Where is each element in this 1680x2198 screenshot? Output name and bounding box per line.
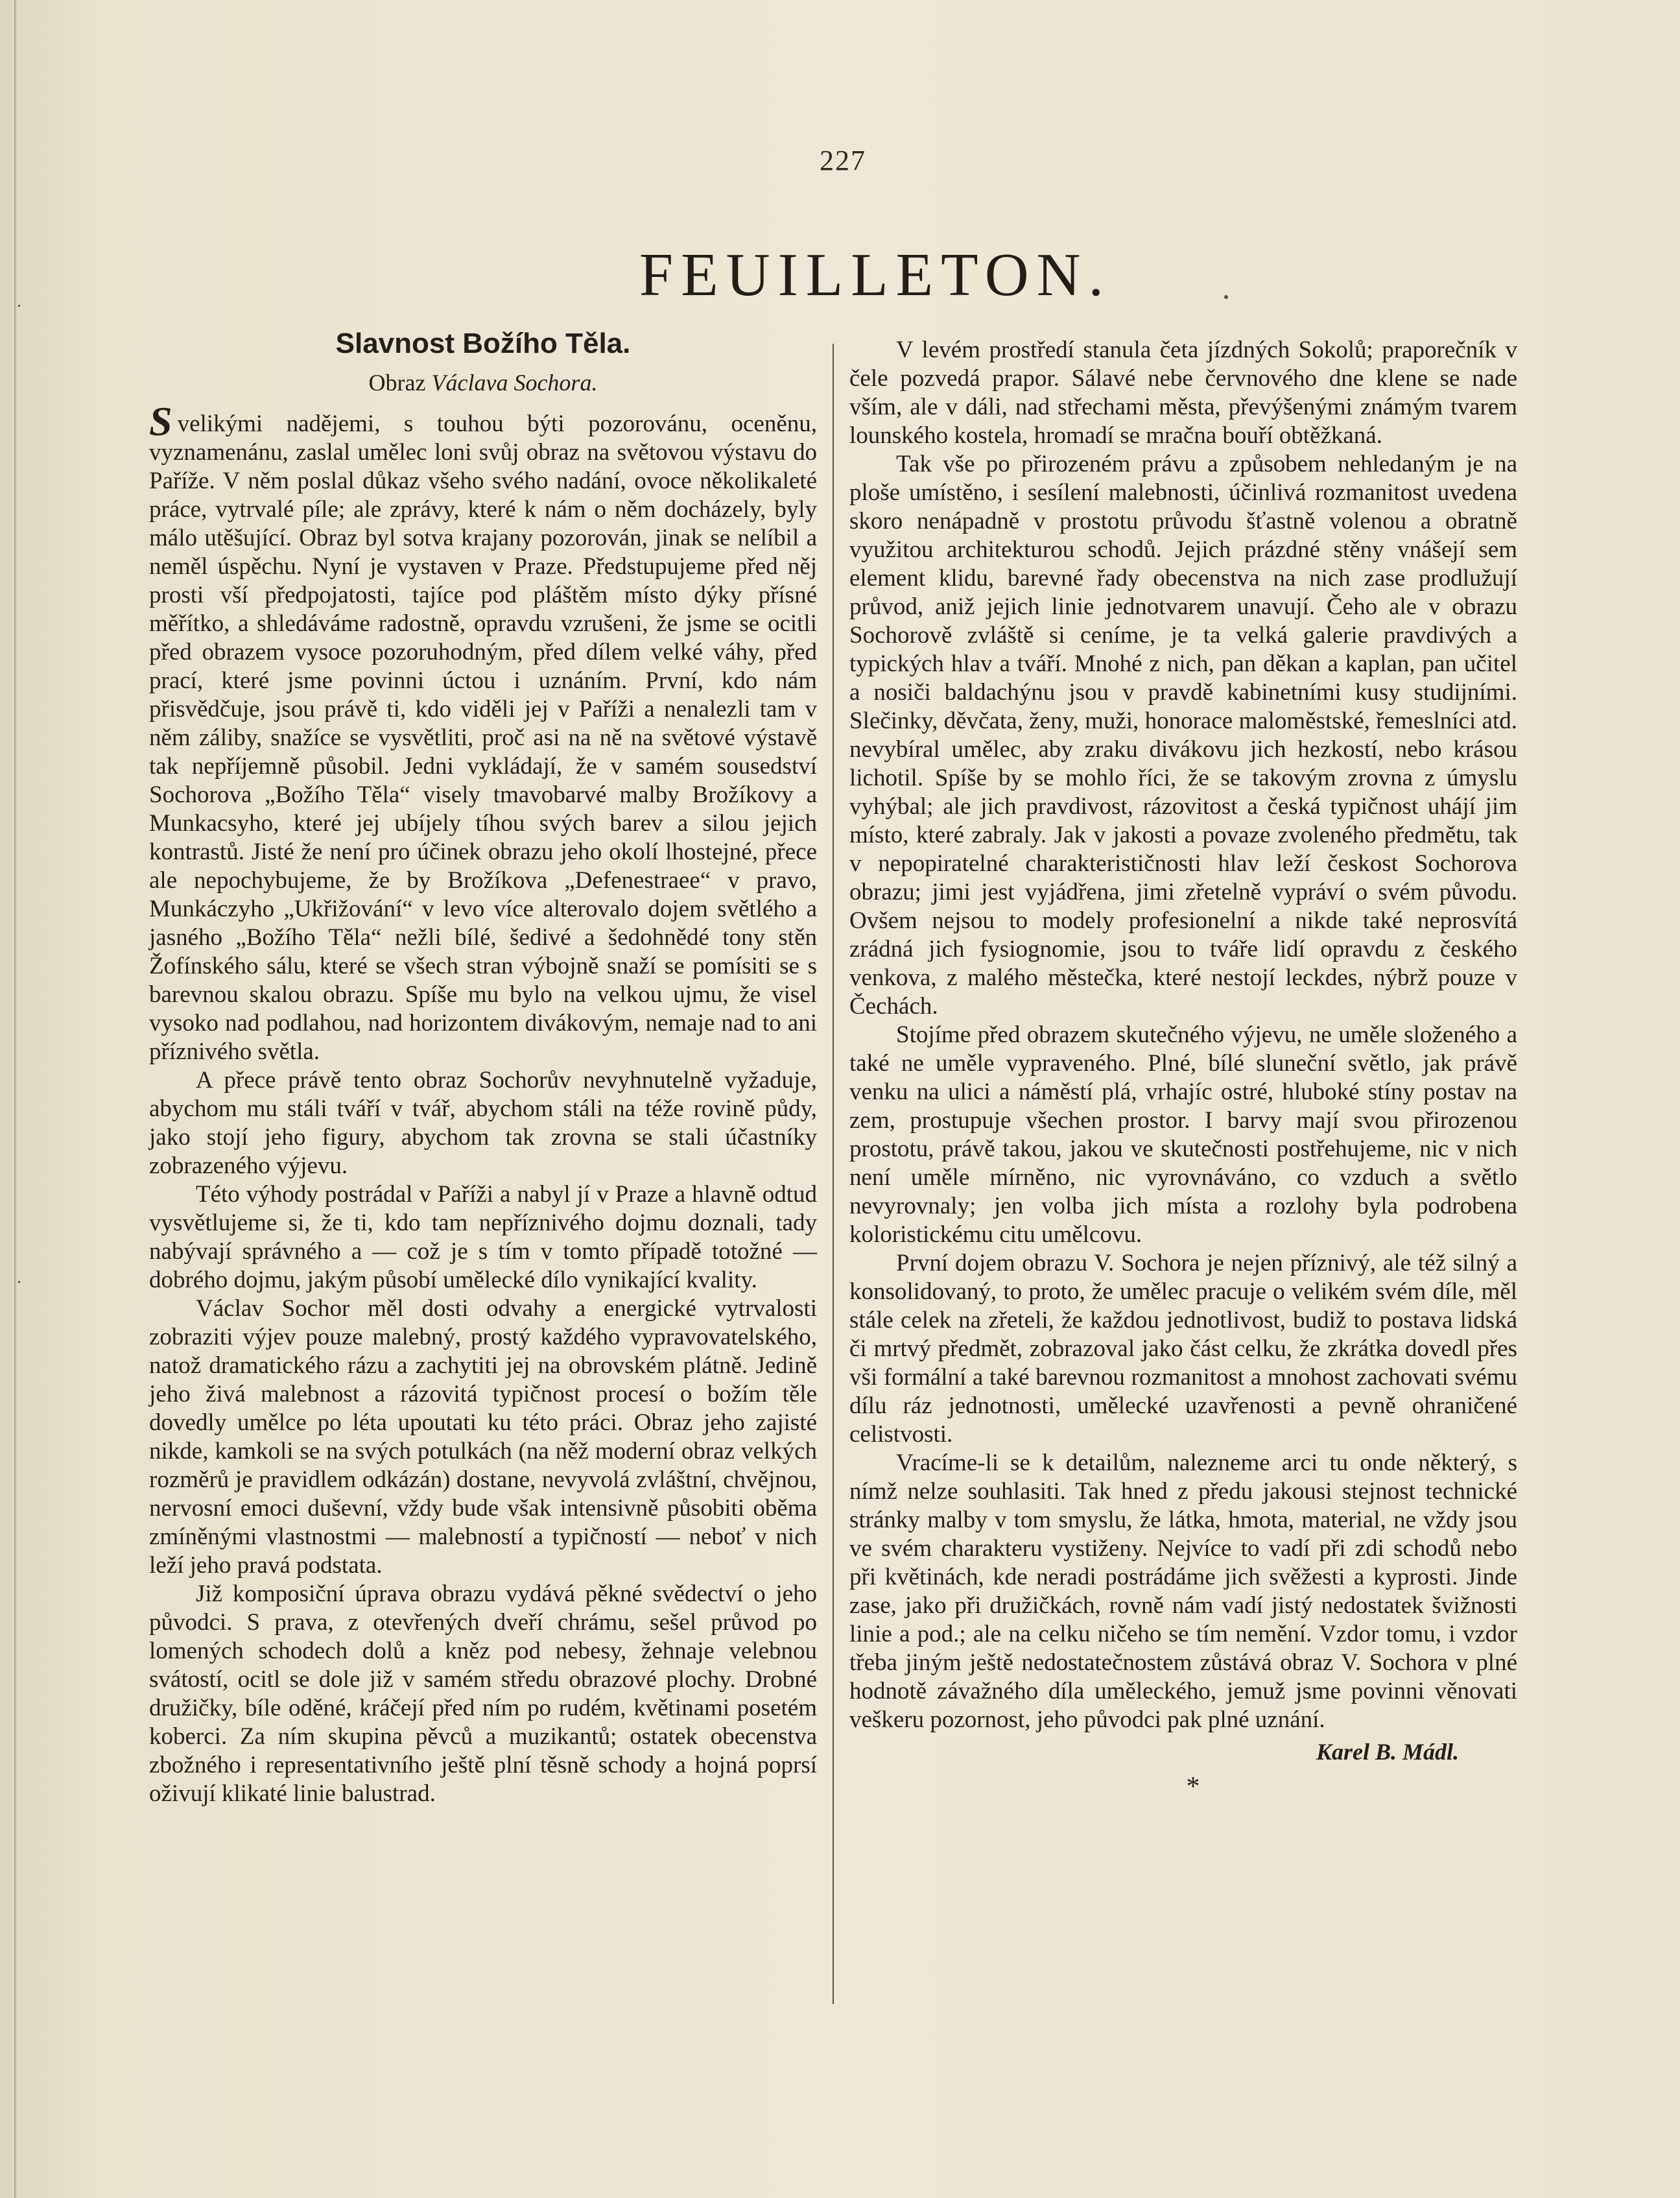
margin-mark [18,305,20,307]
drop-initial: S [149,398,172,444]
column-divider [833,344,834,2004]
paragraph: Vracíme-li se k detailům, nalezneme arci tu onde některý, s nímž nelze souhlasiti. Tak hned z předu jakousi stejnost technické stránky malby v tom smyslu, že látka, hmota, material, ne vždy jsou ve svém charakteru vystiženy. Nejvíce to vadí při zdi schodů nebo při květinách, kde neradi postrádáme jich svěžesti a kyprosti. Jinde zase, jako při družičkách, rovně nám vadí jistý nedostatek švižnosti linie a pod.; ale na celku ničeho se tím nemění. Vzdor tomu, i vzdor třeba jiným ještě nedostatečnostem zůstává obraz V. Sochora v plné hodnotě závažného díla uměleckého, jemuž jsme povinni věnovati veškeru pozornost, jeho původci pak plné uznání. [849,1450,1517,1733]
left-column [149,324,817,1808]
subtitle-prefix: Obraz [368,370,426,396]
section-heading: FEUILLETON. [639,241,1112,309]
paragraph: V levém prostředí stanula četa jízdných Sokolů; praporečník v čele pozvedá prapor. Sálavé nebe červnového dne klene se nade vším, ale v dáli, nad střechami města, převýšenými známým tvarem lounského kostela, hromadí se mračna bouří obtěžkaná. [849,337,1517,449]
paragraph: Tak vše po přirozeném právu a způsobem nehledaným je na ploše umístěno, i sesílení malebnosti, účinlivá rozmanitost uvedena skoro nenápadně v prostotu průvodu šťastně volenou a obratně využitou architekturou schodů. Jejich prázdné stěny vnášejí sem element klidu, barevné řady obecenstva na nich zase prodlužují průvod, aniž jejich linie jednotvarem unavují. Čeho ale v obrazu Sochorově zvláště si ceníme, je ta velká galerie pravdivých a typických hlav a tváří. Mnohé z nich, pan děkan a kaplan, pan učitel a nosiči baldachýnu jsou v pravdě kabinetními kusy studijními. Slečinky, děvčata, ženy, muži, honorace maloměstské, řemeslníci atd. nevybíral umělec, aby zraku divákovu jich hezkostí, nebo krásou lichotil. Spíše by se mohlo říci, že se takovým zrovna z úmyslu vyhýbal; ale jich pravdivost, rázovitost a česká typičnost uhájí jim místo, které zabraly. Jak v jakosti a povaze zvoleného předmětu, tak v nepopiratelné charakterističnosti hlav leží českost Sochorova obrazu; jimi jest vyjádřena, jimi zřetelně vypráví o svém původu. Ovšem nejsou to modely profesionelní a nikde také neprosvítá zrádná jich fysiognomie, jsou to tváře lidí opravdu z českého venkova, z malého městečka, které nestojí leckdes, nýbrž pouze v Čechách. [849,451,1517,1020]
article-title: Slavnost Božího Těla. [335,328,631,359]
binding-gutter [14,0,17,2198]
paragraph: Této výhody postrádal v Paříži a nabyl jí v Praze a hlavně odtud vysvětlujeme si, že ti, kdo tam nepříznivého dojmu doznali, tady nabývají správného a — což je s tím v tomto případě totožné — dobrého dojmu, jakým působí umělecké dílo vynikající kvality. [149,1181,817,1293]
paragraph: Již komposiční úprava obrazu vydává pěkné svědectví o jeho původci. S prava, z otevřených dveří chrámu, sešel průvod po lomených schodech dolů a kněz pod nebesy, žehnaje velebnou svátostí, ocitl se dole již v samém středu obrazové plochy. Drobné družičky, bíle oděné, kráčejí před ním po rudém, květinami posetém koberci. Za ním skupina pěvců a muzikantů; ostatek obecenstva zbožného i representativního ještě plní těsně schody a hojná poprsí oživují klikaté linie balustrad. [149,1581,817,1807]
article-subtitle [149,367,817,398]
page-number: 227 [820,145,866,176]
paragraph: A přece právě tento obraz Sochorův nevyhnutelně vyžaduje, abychom mu stáli tváří v tvář, abychom stáli na téže rovině půdy, jako stojí jeho figury, abychom tak zrovna se stali účastníky zobrazeného výjevu. [149,1067,817,1179]
paragraph: První dojem obrazu V. Sochora je nejen příznivý, ale též silný a konsolidovaný, to proto, že umělec pracuje o velikém svém díle, měl stále celek na zřeteli, že každou jednotlivost, budiž to postava lidská či mrtvý předmět, zobrazoval jako část celku, že zkrátka dovedl přes vši formální a také barevnou rozmanitost a mnohost zachovati svému dílu ráz jednotnosti, umělecké uzavřenosti a pevně ohraničené celistvosti. [849,1250,1517,1448]
right-column [849,324,1517,1804]
author-signature: Karel B. Mádl. [1316,1739,1459,1765]
paragraph: Stojíme před obrazem skutečného výjevu, ne uměle složeného a také ne uměle vypraveného. Plné, bílé sluneční světlo, jak právě venku na ulici a náměstí plá, vrhajíc ostré, hluboké stíny postav na zem, prostupuje všechen prostor. I barvy mají svou přirozenou prostotu, právě takou, jakou ve skutečnosti postřehujeme, nic v nich není uměle mírněno, nic vyrovnáváno, co vzduch a světlo nevyrovnaly; jen volba jich místa a rozlohy byla podrobena koloristickému citu umělcovu. [849,1021,1517,1248]
paragraph: Václav Sochor měl dosti odvahy a energické vytrvalosti zobraziti výjev pouze malebný, prostý každého vypravovatelského, natož dramatického rázu a zachytiti jej na obrovském plátně. Jedině jeho živá malebnost a rázovitá typičnost procesí o božím těle dovedly umělce po léta upoutati ku této práci. Obraz jeho zajisté nikde, kamkoli se na svých potulkách (na něž moderní obraz velkých rozměrů je pravidlem odkázán) dostane, nevyvolá zvláštní, chvějnou, nervosní emoci duševní, vždy bude však intensivně působiti oběma zmíněnými vlastnostmi — malebností a typičností — neboť v nich leží jeho pravá podstata. [149,1295,817,1579]
margin-mark [18,1281,20,1283]
subtitle-author: Václava Sochora. [431,370,598,396]
end-asterisk: * [1186,1772,1200,1802]
paragraph-text: velikými nadějemi, s touhou býti pozorovánu, oceněnu, vyznamenánu, zaslal umělec loni svůj obraz na světovou výstavu do Paříže. V něm poslal důkaz všeho svého nadání, ovoce několikaleté práce, vytrvalé píle; ale zprávy, které k nám o něm docházely, byly málo utěšující. Obraz byl sotva krajany pozorován, jinak se nelíbil a neměl úspěchu. Nyní je vystaven v Praze. Předstupujeme před něj prosti vší předpojatosti, tajíce pod pláštěm místo dýky přísné měřítko, a shledáváme radostně, opravdu vzrušeni, že jsme se ocitli před obrazem vysoce pozoruhodným, před dílem velké váhy, před prací, které jsme povinni úctou i uznáním. První, kdo nám přisvědčuje, jsou právě ti, kdo viděli jej v Paříži a nenalezli tam v něm záliby, snažíce se vysvětliti, proč asi na ně na světové výstavě tak nepříjemně působil. Jedni vykládají, že v samém sousedství Sochorova „Božího Těla“ visely tmavobarvé malby Brožíkovy a Munkacsyho, které jej ubíjely tíhou svých barev a silou jejich kontrastů. Jisté že není pro účinek obrazu jeho okolí lhostejné, přece ale nepochybujeme, že by Brožíkova „Defenestraee“ v pravo, Munkáczyho „Ukřižování“ v levo více alterovalo dojem světlého a jasného „Božího Těla“ nežli bílé, šedivé a šedohnědé tony stěn Žofínského sálu, které se všech stran výbojně snaží se pomísiti se s barevnou skalou obrazu. Spíše mu bylo na velkou ujmu, že visel vysoko nad podlahou, nad horizontem divákovým, nemaje nad to ani příznivého světla. [149,411,817,1065]
paragraph [149,398,817,1066]
print-speck [1224,295,1228,299]
